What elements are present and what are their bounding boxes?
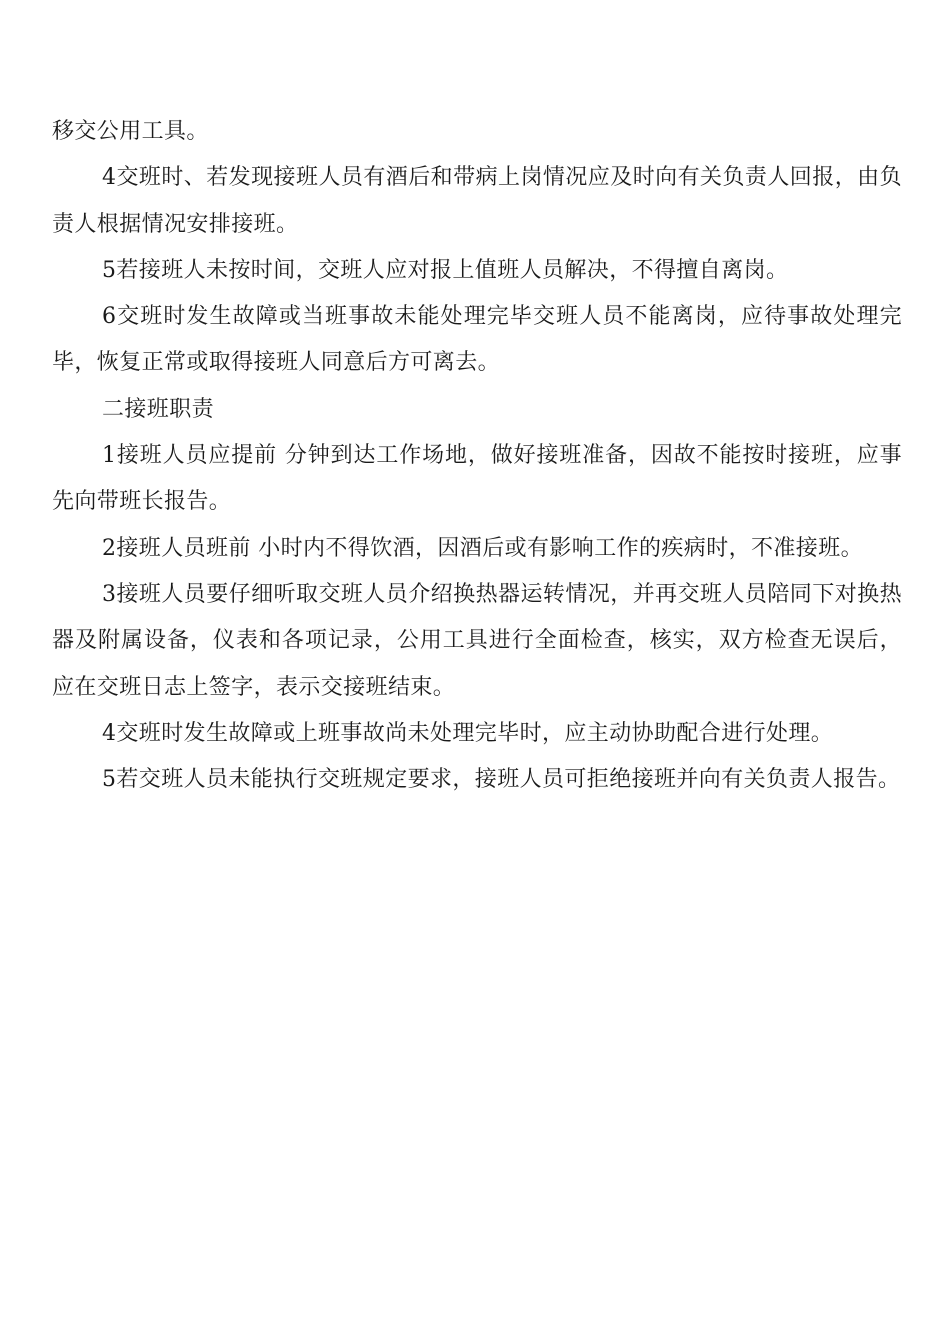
paragraph-takeover-3: 3接班人员要仔细听取交班人员介绍换热器运转情况，并再交班人员陪同下对换热器及附属设备，仪表和各项记录，公用工具进行全面检查，核实，双方检查无误后，应在交班日志上签字，表示交接班结束。 [52, 581, 902, 700]
document-body [52, 109, 902, 803]
paragraph-takeover-2: 2接班人员班前 小时内不得饮酒，因酒后或有影响工作的疾病时，不准接班。 [102, 535, 863, 561]
paragraph-takeover-1: 1接班人员应提前 分钟到达工作场地，做好接班准备，因故不能按时接班，应事先向带班长报告。 [52, 443, 902, 515]
paragraph-handover-5: 5若接班人未按时间，交班人应对报上值班人员解决，不得擅自离岗。 [102, 257, 789, 283]
paragraph-takeover-5: 5若交班人员未能执行交班规定要求，接班人员可拒绝接班并向有关负责人报告。 [102, 767, 901, 793]
paragraph-handover-6: 6交班时发生故障或当班事故未能处理完毕交班人员不能离岗，应待事故处理完毕，恢复正常或取得接班人同意后方可离去。 [52, 304, 902, 376]
paragraph-continuation: 移交公用工具。 [52, 119, 209, 144]
paragraph-takeover-4: 4交班时发生故障或上班事故尚未处理完毕时，应主动协助配合进行处理。 [102, 720, 834, 746]
section-heading-takeover-duties: 二接班职责 [102, 396, 215, 422]
paragraph-handover-4: 4交班时、若发现接班人员有酒后和带病上岗情况应及时向有关负责人回报，由负责人根据情况安排接班。 [52, 165, 902, 237]
